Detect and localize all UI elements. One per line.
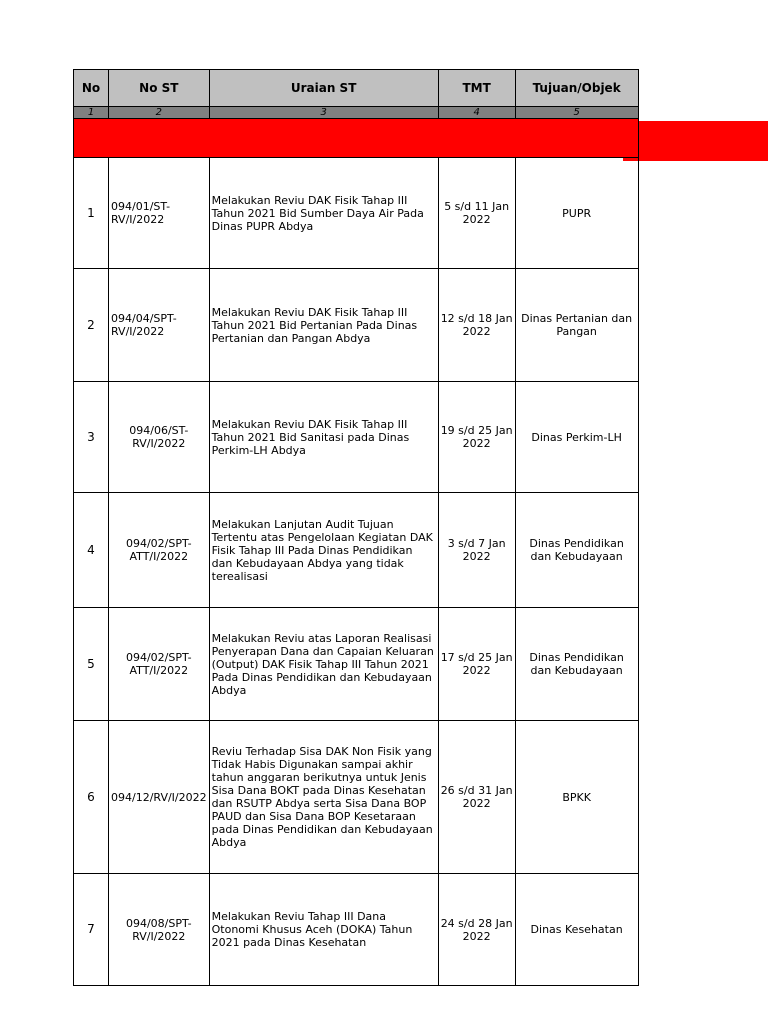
cell-tujuan: Dinas Pertanian dan Pangan (515, 269, 638, 382)
cell-tujuan: BPKK (515, 721, 638, 874)
cell-no: 4 (74, 493, 109, 608)
cell-uraian: Melakukan Reviu atas Laporan Realisasi Penyerapan Dana dan Capaian Keluaran (Output) DAK Fisik Tahap III Tahun 2021 Pada Dinas Pendidikan dan Kebudayaan Abdya (209, 608, 438, 721)
table-row (74, 608, 639, 721)
cell-tmt: 17 s/d 25 Jan 2022 (438, 608, 515, 721)
index-cell: 5 (515, 107, 638, 119)
cell-tmt: 26 s/d 31 Jan 2022 (438, 721, 515, 874)
cell-uraian: Reviu Terhadap Sisa DAK Non Fisik yang Tidak Habis Digunakan sampai akhir tahun anggaran berikutnya untuk Jenis Sisa Dana BOKT pada Dinas Kesehatan dan RSUTP Abdya serta Sisa Dana BOP PAUD dan Sisa Dana BOP Kesetaraan pada Dinas Pendidikan dan Kebudayaan Abdya (209, 721, 438, 874)
table-row (74, 269, 639, 382)
header-row (74, 70, 639, 107)
header-no: No (74, 70, 109, 107)
cell-tmt: 19 s/d 25 Jan 2022 (438, 382, 515, 493)
table-row (74, 874, 639, 986)
table-row (74, 158, 639, 269)
index-cell: 4 (438, 107, 515, 119)
red-band-cell (74, 119, 639, 158)
cell-uraian: Melakukan Reviu DAK Fisik Tahap III Tahun 2021 Bid Sumber Daya Air Pada Dinas PUPR Abdya (209, 158, 438, 269)
header-tmt: TMT (438, 70, 515, 107)
cell-no-st: 094/02/SPT-ATT/I/2022 (109, 493, 210, 608)
cell-no-st: 094/12/RV/I/2022 (109, 721, 210, 874)
index-cell: 2 (109, 107, 210, 119)
cell-tmt: 12 s/d 18 Jan 2022 (438, 269, 515, 382)
index-cell: 1 (74, 107, 109, 119)
cell-no: 3 (74, 382, 109, 493)
cell-tmt: 5 s/d 11 Jan 2022 (438, 158, 515, 269)
spreadsheet (73, 69, 639, 986)
cell-no: 7 (74, 874, 109, 986)
header-no-st: No ST (109, 70, 210, 107)
cell-uraian: Melakukan Reviu DAK Fisik Tahap III Tahun 2021 Bid Pertanian Pada Dinas Pertanian dan Pangan Abdya (209, 269, 438, 382)
table-row (74, 493, 639, 608)
cell-no-st: 094/06/ST-RV/I/2022 (109, 382, 210, 493)
table-row (74, 382, 639, 493)
cell-no-st: 094/08/SPT-RV/I/2022 (109, 874, 210, 986)
st-table (73, 69, 639, 986)
cell-tujuan: Dinas Kesehatan (515, 874, 638, 986)
cell-tujuan: Dinas Pendidikan dan Kebudayaan (515, 608, 638, 721)
cell-tmt: 24 s/d 28 Jan 2022 (438, 874, 515, 986)
red-section-band-extension (623, 121, 768, 161)
cell-no: 6 (74, 721, 109, 874)
cell-no: 5 (74, 608, 109, 721)
cell-uraian: Melakukan Reviu Tahap III Dana Otonomi Khusus Aceh (DOKA) Tahun 2021 pada Dinas Kesehatan (209, 874, 438, 986)
cell-no-st: 094/01/ST-RV/I/2022 (109, 158, 210, 269)
cell-tujuan: Dinas Perkim-LH (515, 382, 638, 493)
cell-no-st: 094/02/SPT-ATT/I/2022 (109, 608, 210, 721)
red-section-band (74, 119, 639, 158)
cell-tujuan: Dinas Pendidikan dan Kebudayaan (515, 493, 638, 608)
cell-tujuan: PUPR (515, 158, 638, 269)
cell-uraian: Melakukan Lanjutan Audit Tujuan Tertentu atas Pengelolaan Kegiatan DAK Fisik Tahap III Pada Dinas Pendidikan dan Kebudayaan Abdya yang tidak terealisasi (209, 493, 438, 608)
header-uraian: Uraian ST (209, 70, 438, 107)
index-row (74, 107, 639, 119)
cell-uraian: Melakukan Reviu DAK Fisik Tahap III Tahun 2021 Bid Sanitasi pada Dinas Perkim-LH Abdya (209, 382, 438, 493)
cell-no: 1 (74, 158, 109, 269)
cell-no-st: 094/04/SPT-RV/I/2022 (109, 269, 210, 382)
index-cell: 3 (209, 107, 438, 119)
header-tujuan: Tujuan/Objek (515, 70, 638, 107)
cell-tmt: 3 s/d 7 Jan 2022 (438, 493, 515, 608)
table-row (74, 721, 639, 874)
cell-no: 2 (74, 269, 109, 382)
